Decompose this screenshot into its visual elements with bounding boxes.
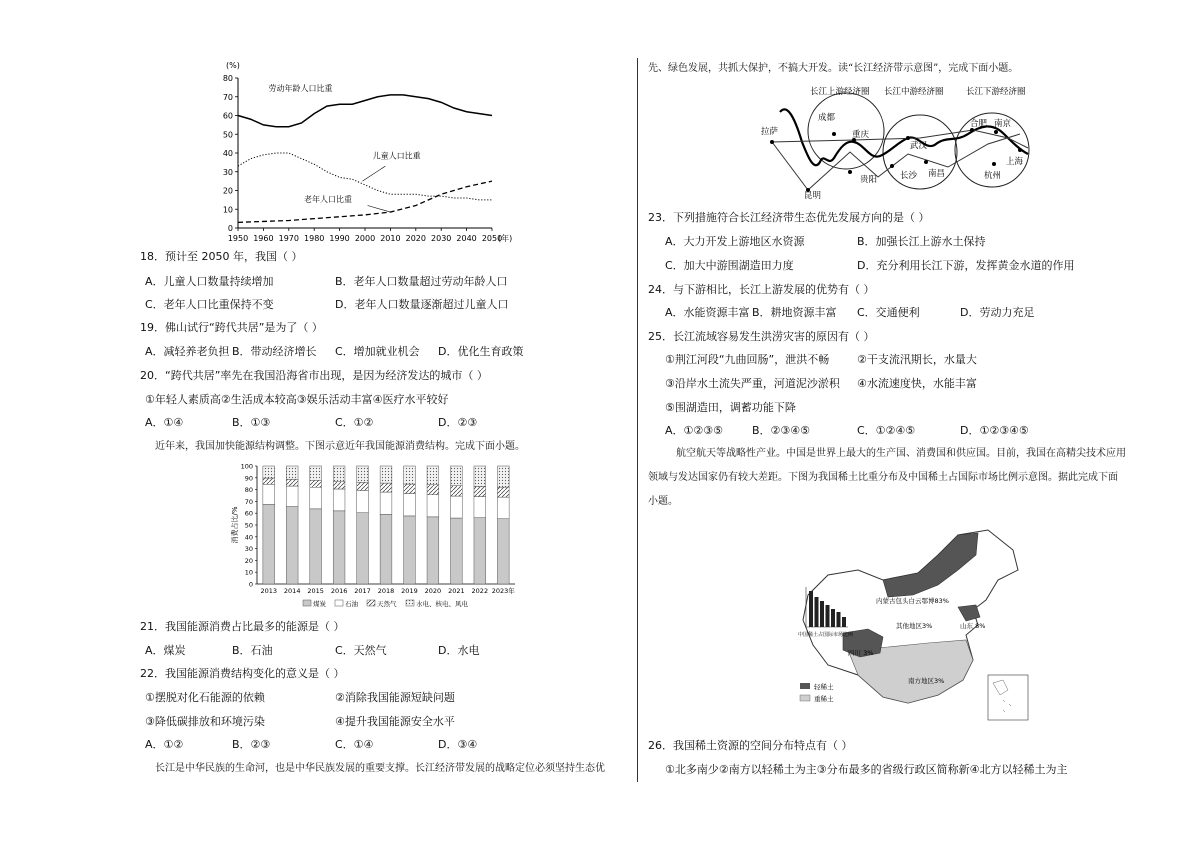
label-chengdu: 成都: [818, 113, 836, 123]
energy-legend-label: 煤炭: [313, 600, 326, 608]
energy-bar-segment: [333, 489, 345, 511]
energy-bar-segment: [404, 493, 416, 515]
q25-option-a[interactable]: A．①②③⑤: [665, 424, 723, 437]
energy-bar-segment: [427, 517, 439, 584]
pop-y-tick: 20: [222, 186, 233, 196]
energy-x-tick: 2015: [307, 587, 324, 595]
pop-x-tick: 2010: [380, 234, 401, 243]
q19-option-a[interactable]: A．减轻养老负担: [145, 345, 230, 358]
energy-bar-segment: [404, 466, 416, 484]
energy-bar-segment: [474, 466, 486, 487]
pop-y-tick: 40: [222, 149, 233, 158]
energy-bar-segment: [474, 497, 486, 518]
q20-stem: 20．“跨代共居”率先在我国沿海省市出现，是因为经济发达的城市（ ）: [140, 369, 488, 382]
energy-y-tick: 70: [244, 497, 253, 506]
label-kunming: 昆明: [804, 191, 822, 200]
energy-y-tick: 10: [244, 568, 253, 577]
label-hangzhou: 杭州: [984, 171, 1002, 181]
column-divider: [637, 58, 638, 782]
label-labor-share: 劳动年龄人口比重: [268, 84, 333, 94]
q22-option-d[interactable]: D．③④: [438, 738, 478, 751]
label-downstream-circle: 长江下游经济圈: [966, 87, 1026, 97]
q23-option-b[interactable]: B．加强长江上游水土保持: [857, 235, 986, 248]
q25-option-c[interactable]: C．①②④⑤: [857, 424, 916, 437]
energy-bar-segment: [286, 466, 298, 479]
label-shanghai: 上海: [1006, 157, 1024, 167]
pop-x-tick: 1950: [227, 234, 249, 243]
q19-option-b[interactable]: B．带动经济增长: [232, 345, 317, 358]
energy-bar-segment: [263, 478, 275, 484]
q22-option-b[interactable]: B．②③: [232, 738, 271, 751]
q18-option-d[interactable]: D．老年人口数量逐渐超过儿童人口: [335, 298, 509, 311]
pop-x-tick: 1980: [304, 234, 325, 243]
energy-x-tick: 2020: [424, 587, 442, 595]
q19-stem: 19．佛山试行“跨代共居”是为了（ ）: [140, 321, 323, 334]
energy-legend-swatch: [406, 600, 414, 606]
pop-series-line-1: [238, 153, 492, 200]
q25-option-b[interactable]: B．②③④⑤: [752, 424, 810, 437]
pop-x-unit: (年): [498, 234, 512, 243]
energy-bar-segment: [497, 497, 509, 519]
label-hefei: 合肥: [970, 119, 988, 129]
inset-caption: 中国稀土占国际市场比例: [798, 632, 854, 638]
label-midstream-circle: 长江中游经济圈: [884, 87, 944, 97]
energy-y-tick: 90: [244, 474, 253, 483]
q23-stem: 23．下列措施符合长江经济带生态优先发展方向的是（ ）: [648, 211, 930, 224]
q18-option-a[interactable]: A．儿童人口数量持续增加: [145, 275, 274, 288]
energy-bar-segment: [286, 507, 298, 584]
pop-x-tick: 2040: [456, 234, 477, 243]
energy-bar-segment: [427, 495, 439, 517]
label-shandong: 山东 8%: [960, 622, 986, 630]
energy-x-tick: 2023年: [491, 587, 515, 595]
energy-legend-label: 石油: [345, 600, 358, 608]
energy-bar-segment: [357, 466, 369, 482]
q25-option-d[interactable]: D．①②③④⑤: [960, 424, 1029, 437]
label-lhasa: 拉萨: [761, 127, 779, 137]
energy-bar-segment: [333, 482, 345, 489]
energy-x-tick: 2013: [260, 587, 278, 595]
energy-bar-segment: [310, 509, 322, 584]
energy-bar-segment: [380, 514, 392, 584]
energy-bar-segment: [380, 492, 392, 514]
energy-bar-segment: [404, 516, 416, 584]
energy-bar-segment: [451, 466, 463, 486]
energy-bar-segment: [451, 486, 463, 496]
energy-bar-segment: [286, 479, 298, 486]
energy-bar-segment: [474, 487, 486, 497]
population-line-chart: [222, 60, 512, 245]
energy-bar-segment: [404, 484, 416, 493]
energy-bar-segment: [263, 466, 275, 478]
energy-bar-segment: [263, 504, 275, 584]
q18-stem: 18．预计至 2050 年，我国（ ）: [140, 250, 303, 263]
q21-option-c[interactable]: C．天然气: [335, 644, 387, 657]
energy-legend-label: 水电、核电、风电: [416, 600, 468, 608]
q26-items: ①北多南少②南方以轻稀土为主③分布最多的省级行政区简称新④北方以轻稀土为主: [665, 763, 1068, 776]
rare-earth-intro-2: 领域与发达国家仍有较大差距。下图为我国稀土比重分布及中国稀土占国际市场比例示意图。据此完成下面: [648, 472, 1118, 483]
q25-stem: 25．长江流域容易发生洪涝灾害的原因有（ ）: [648, 330, 875, 343]
inset-bar: [831, 609, 835, 627]
rare-earth-intro-3: 小题。: [648, 496, 678, 507]
q26-stem: 26．我国稀土资源的空间分布特点有（ ）: [648, 739, 853, 752]
q23-option-a[interactable]: A．大力开发上游地区水资源: [665, 235, 805, 248]
q24-option-b[interactable]: B．耕地资源丰富: [752, 306, 837, 319]
q22-item-2: ②消除我国能源短缺问题: [335, 691, 455, 704]
energy-bar-segment: [474, 518, 486, 584]
energy-x-tick: 2017: [354, 587, 371, 595]
energy-legend-swatch: [303, 600, 311, 606]
energy-y-label: 消费占比/%: [231, 506, 239, 544]
q21-option-a[interactable]: A．煤炭: [145, 644, 186, 657]
q22-item-4: ④提升我国能源安全水平: [335, 715, 455, 728]
energy-bar-segment: [357, 513, 369, 584]
pop-x-tick: 1990: [329, 234, 350, 243]
q19-option-d[interactable]: D．优化生育政策: [438, 345, 524, 358]
q22-item-3: ③降低碳排放和环境污染: [145, 715, 265, 728]
q20-option-b[interactable]: B．①③: [232, 416, 271, 429]
energy-x-tick: 2021: [448, 587, 465, 595]
inset-bar: [826, 605, 830, 627]
energy-y-tick: 50: [244, 521, 253, 530]
pop-series-line-2: [238, 181, 492, 222]
q20-option-d[interactable]: D．②③: [438, 416, 478, 429]
midstream-circle: [883, 115, 957, 189]
q20-option-a[interactable]: A．①④: [145, 416, 184, 429]
q25-item-4: ④水流速度快，水能丰富: [857, 377, 977, 390]
yangtze-intro-continued: 先、绿色发展，共抓大保护，不搞大开发。读“长江经济带示意图”，完成下面小题。: [648, 63, 1019, 74]
pop-x-tick: 1960: [253, 234, 274, 243]
energy-y-tick: 100: [240, 462, 253, 471]
rare-earth-intro-1: 航空航天等战略性产业。中国是世界上最大的生产国、消费国和供应国。目前，我国在高精尖技术应用: [676, 448, 1126, 459]
energy-intro: 近年来，我国加快能源结构调整。下图示意近年我国能源消费结构。完成下面小题。: [155, 441, 525, 452]
energy-bar-segment: [286, 486, 298, 507]
q24-option-a[interactable]: A．水能资源丰富: [665, 306, 750, 319]
pop-y-tick: 10: [222, 205, 233, 215]
energy-bar-segment: [333, 511, 345, 584]
q25-item-2: ②干支流汛期长，水量大: [857, 353, 977, 366]
q18-option-c[interactable]: C．老年人口比重保持不变: [145, 298, 274, 311]
q25-item-3: ③沿岸水土流失严重，河道泥沙淤积: [665, 377, 840, 390]
yangtze-intro: 长江是中华民族的生命河，也是中华民族发展的重要支撑。长江经济带发展的战略定位必须坚持生态优: [155, 763, 605, 774]
pop-y-tick: 50: [222, 130, 233, 140]
q21-option-d[interactable]: D．水电: [438, 644, 480, 657]
q22-option-a[interactable]: A．①②: [145, 738, 184, 751]
energy-bar-segment: [357, 491, 369, 513]
label-upstream-circle: 长江上游经济圈: [810, 87, 870, 97]
energy-y-tick: 40: [244, 533, 253, 542]
q22-item-1: ①摆脱对化石能源的依赖: [145, 691, 265, 704]
inset-bar: [809, 591, 813, 627]
lhasa-kunming-line: [772, 142, 808, 190]
pop-y-tick: 30: [222, 167, 233, 177]
q19-option-c[interactable]: C．增加就业机会: [335, 345, 420, 358]
inset-bar: [837, 612, 841, 627]
energy-bar-segment: [357, 482, 369, 490]
pop-y-tick: 0: [227, 224, 233, 233]
q23-option-d[interactable]: D．充分利用长江下游，发挥黄金水道的作用: [857, 259, 1075, 272]
pop-y-unit: (%): [226, 61, 240, 70]
inset-bar: [842, 617, 846, 627]
pop-x-tick: 1970: [278, 234, 299, 243]
energy-x-tick: 2022: [471, 587, 489, 595]
energy-bar-segment: [497, 487, 509, 497]
energy-bar-segment: [497, 519, 509, 584]
energy-y-tick: 20: [244, 556, 253, 565]
energy-x-tick: 2014: [283, 587, 301, 595]
pop-y-tick: 80: [222, 74, 233, 83]
pop-x-tick: 2020: [405, 234, 426, 243]
energy-legend-swatch: [367, 600, 375, 606]
energy-bar-segment: [497, 466, 509, 487]
energy-bar-segment: [451, 518, 463, 584]
energy-x-tick: 2018: [377, 587, 395, 595]
pop-x-tick: 2030: [431, 234, 452, 243]
q21-stem: 21．我国能源消费占比最多的能源是（ ）: [140, 620, 345, 633]
label-sichuan: 四川 3%: [848, 649, 874, 657]
pop-series-line-0: [238, 95, 492, 127]
energy-y-tick: 0: [248, 580, 253, 589]
energy-legend-label: 天然气: [377, 600, 397, 608]
energy-bar-segment: [427, 485, 439, 495]
label-inner-mongolia: 内蒙古包头白云鄂博83%: [876, 597, 949, 605]
q18-option-b[interactable]: B．老年人口数量超过劳动年龄人口: [335, 275, 508, 288]
q20-items: ①年轻人素质高②生活成本较高③娱乐活动丰富④医疗水平较好: [145, 393, 449, 406]
yangtze-economic-belt-map: [758, 82, 1043, 200]
energy-x-tick: 2019: [401, 587, 418, 595]
q23-option-c[interactable]: C．加大中游围湖造田力度: [665, 259, 794, 272]
energy-bar-segment: [333, 466, 345, 482]
energy-legend-swatch: [335, 600, 343, 606]
q20-option-c[interactable]: C．①②: [335, 416, 374, 429]
upstream-circle: [808, 93, 884, 169]
label-south-region: 南方地区3%: [908, 677, 945, 685]
q22-stem: 22．我国能源消费结构变化的意义是（ ）: [140, 667, 345, 680]
energy-bar-segment: [380, 466, 392, 483]
label-nanjing: 南京: [994, 119, 1012, 129]
label-wuhan: 武汉: [910, 141, 928, 151]
label-changsha: 长沙: [900, 171, 918, 181]
legend-light-rare-earth: 轻稀土: [814, 683, 834, 691]
energy-bar-segment: [310, 466, 322, 480]
label-other-regions: 其他地区3%: [896, 622, 933, 630]
label-chongqing: 重庆: [852, 130, 870, 140]
q24-option-c[interactable]: C．交通便利: [857, 306, 920, 319]
energy-bar-segment: [310, 480, 322, 487]
south-china-sea-inset: [988, 675, 1028, 720]
q24-stem: 24．与下游相比，长江上游发展的优势有（ ）: [648, 283, 875, 296]
q25-item-5: ⑤围湖造田，调蓄功能下降: [665, 401, 796, 414]
china-rare-earth-map: [788, 525, 1038, 725]
inset-bar: [820, 601, 824, 627]
energy-bar-segment: [380, 483, 392, 492]
energy-bar-segment: [427, 466, 439, 485]
energy-bar-segment: [310, 487, 322, 509]
label-elderly-share: 老年人口比重: [304, 194, 353, 204]
energy-bar-segment: [263, 484, 275, 504]
energy-stacked-bar-chart: [225, 458, 535, 614]
legend-heavy-rare-earth: 重稀土: [814, 695, 834, 703]
label-child-share: 儿童人口比重: [372, 151, 421, 161]
label-guiyang: 贵阳: [860, 175, 878, 185]
pop-x-tick: 2050: [481, 234, 503, 243]
q25-item-1: ①荆江河段“九曲回肠”，泄洪不畅: [665, 353, 830, 366]
pop-y-tick: 60: [222, 111, 233, 121]
inset-bar: [815, 597, 819, 627]
pop-y-tick: 70: [222, 92, 233, 102]
energy-y-tick: 80: [244, 486, 253, 495]
q24-option-d[interactable]: D．劳动力充足: [960, 306, 1035, 319]
q21-option-b[interactable]: B．石油: [232, 644, 273, 657]
pop-x-tick: 2000: [354, 234, 376, 243]
energy-x-tick: 2016: [330, 587, 348, 595]
label-nanchang: 南昌: [928, 169, 946, 179]
energy-y-tick: 60: [244, 509, 253, 518]
q22-option-c[interactable]: C．①④: [335, 738, 374, 751]
energy-bar-segment: [451, 496, 463, 518]
energy-y-tick: 30: [244, 545, 253, 554]
